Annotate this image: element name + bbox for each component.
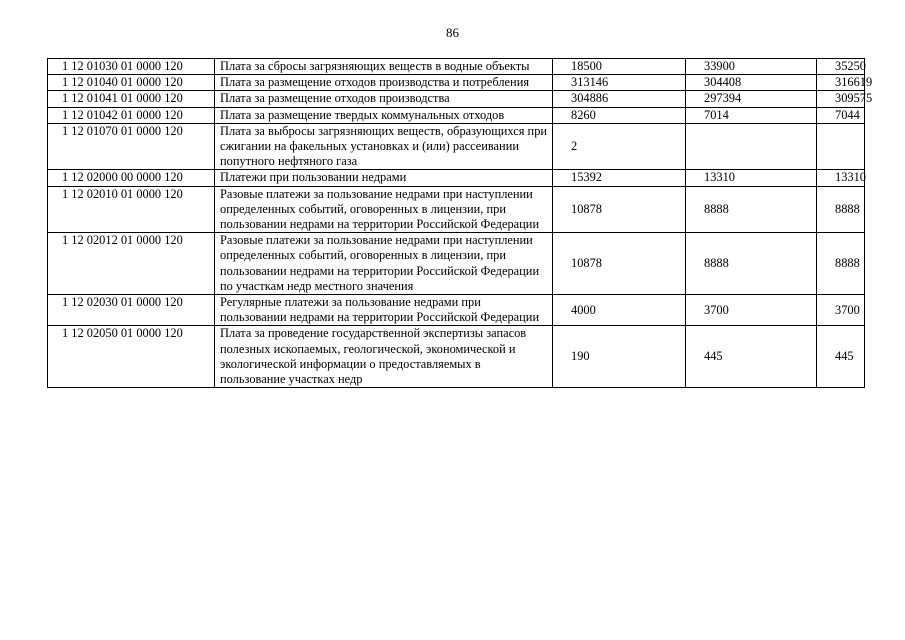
value-cell-3: 8888 bbox=[817, 186, 865, 233]
table-row bbox=[48, 59, 865, 75]
value-cell-1: 304886 bbox=[553, 91, 686, 107]
value-cell-2: 445 bbox=[686, 326, 817, 388]
revenue-name-cell: Плата за размещение отходов производства и потребления bbox=[215, 75, 553, 91]
value-cell-1: 15392 bbox=[553, 170, 686, 186]
table-row bbox=[48, 91, 865, 107]
revenue-name-cell: Плата за выбросы загрязняющих веществ, образующихся при сжигании на факельных установках и (или) рассеивании попутного нефтяного газа bbox=[215, 123, 553, 170]
revenue-name-cell: Разовые платежи за пользование недрами при наступлении определенных событий, оговоренных в лицензии, при пользовании недрами на территории Российской Федерации по участкам недр местного значения bbox=[215, 233, 553, 295]
value-cell-2: 13310 bbox=[686, 170, 817, 186]
value-cell-3: 13310 bbox=[817, 170, 865, 186]
value-cell-3 bbox=[817, 123, 865, 170]
revenue-name-cell: Плата за сбросы загрязняющих веществ в водные объекты bbox=[215, 59, 553, 75]
value-cell-2: 3700 bbox=[686, 295, 817, 326]
table-row bbox=[48, 107, 865, 123]
value-cell-2: 8888 bbox=[686, 186, 817, 233]
table-row bbox=[48, 326, 865, 388]
budget-code-cell: 1 12 02012 01 0000 120 bbox=[48, 233, 215, 295]
value-cell-3: 445 bbox=[817, 326, 865, 388]
revenue-name-cell: Плата за размещение отходов производства bbox=[215, 91, 553, 107]
value-cell-1: 2 bbox=[553, 123, 686, 170]
revenue-name-cell: Регулярные платежи за пользование недрами при пользовании недрами на территории Российской Федерации bbox=[215, 295, 553, 326]
page-number: 86 bbox=[446, 25, 459, 40]
budget-code-cell: 1 12 02030 01 0000 120 bbox=[48, 295, 215, 326]
budget-code-cell: 1 12 02050 01 0000 120 bbox=[48, 326, 215, 388]
budget-code-cell: 1 12 01041 01 0000 120 bbox=[48, 91, 215, 107]
value-cell-1: 4000 bbox=[553, 295, 686, 326]
value-cell-3: 316619 bbox=[817, 75, 865, 91]
value-cell-1: 8260 bbox=[553, 107, 686, 123]
table-row bbox=[48, 233, 865, 295]
budget-revenue-table bbox=[47, 58, 873, 388]
value-cell-2: 8888 bbox=[686, 233, 817, 295]
budget-code-cell: 1 12 02000 00 0000 120 bbox=[48, 170, 215, 186]
table-row bbox=[48, 75, 865, 91]
revenue-name-cell: Плата за проведение государственной экспертизы запасов полезных ископаемых, геологической, экономической и экологической информации о предоставляемых в пользование участках недр bbox=[215, 326, 553, 388]
budget-code-cell: 1 12 01040 01 0000 120 bbox=[48, 75, 215, 91]
value-cell-2: 297394 bbox=[686, 91, 817, 107]
value-cell-2: 7014 bbox=[686, 107, 817, 123]
value-cell-3: 35250 bbox=[817, 59, 865, 75]
value-cell-2: 304408 bbox=[686, 75, 817, 91]
table-row bbox=[48, 295, 865, 326]
revenue-name-cell: Разовые платежи за пользование недрами при наступлении определенных событий, оговоренных в лицензии, при пользовании недрами на территории Российской Федерации bbox=[215, 186, 553, 233]
value-cell-1: 10878 bbox=[553, 186, 686, 233]
value-cell-1: 190 bbox=[553, 326, 686, 388]
budget-code-cell: 1 12 01030 01 0000 120 bbox=[48, 59, 215, 75]
value-cell-3: 3700 bbox=[817, 295, 865, 326]
budget-code-cell: 1 12 01070 01 0000 120 bbox=[48, 123, 215, 170]
value-cell-1: 10878 bbox=[553, 233, 686, 295]
value-cell-2 bbox=[686, 123, 817, 170]
revenue-name-cell: Плата за размещение твердых коммунальных отходов bbox=[215, 107, 553, 123]
value-cell-2: 33900 bbox=[686, 59, 817, 75]
budget-code-cell: 1 12 02010 01 0000 120 bbox=[48, 186, 215, 233]
budget-code-cell: 1 12 01042 01 0000 120 bbox=[48, 107, 215, 123]
value-cell-3: 7044 bbox=[817, 107, 865, 123]
value-cell-1: 18500 bbox=[553, 59, 686, 75]
revenue-name-cell: Платежи при пользовании недрами bbox=[215, 170, 553, 186]
value-cell-3: 8888 bbox=[817, 233, 865, 295]
value-cell-3: 309575 bbox=[817, 91, 865, 107]
table-row bbox=[48, 170, 865, 186]
table-row bbox=[48, 186, 865, 233]
table-row bbox=[48, 123, 865, 170]
value-cell-1: 313146 bbox=[553, 75, 686, 91]
